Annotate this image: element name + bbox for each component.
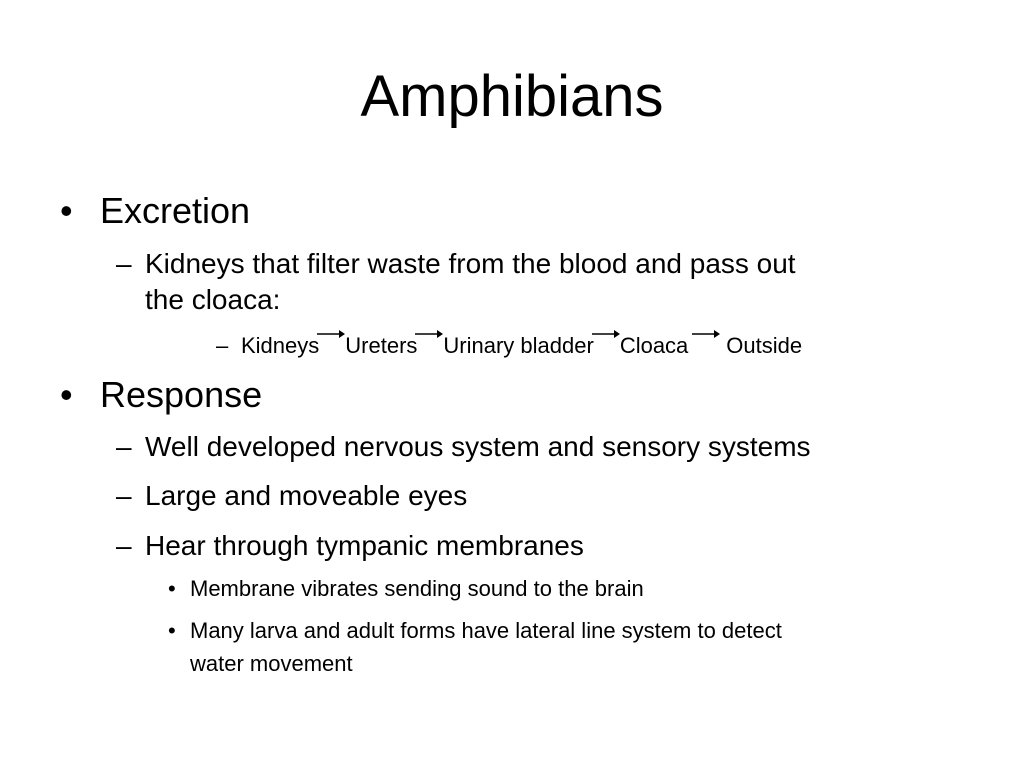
flow-step-kidneys: Kidneys [241, 333, 320, 358]
flow-step-urinary-bladder: Urinary bladder [443, 333, 594, 358]
hearing-subitem-lateral-line-line2: water movement [190, 651, 353, 676]
bullet-marker: • [168, 618, 176, 643]
hearing-subitem-membrane: Membrane vibrates sending sound to the brain [190, 576, 644, 601]
right-arrow-icon [692, 339, 720, 353]
excretion-item-line1: Kidneys that filter waste from the blood and pass out [145, 248, 796, 279]
response-item-hearing: Hear through tympanic membranes [145, 530, 584, 561]
hearing-subitem-lateral-line-line1: Many larva and adult forms have lateral line system to detect [190, 618, 782, 643]
right-arrow-icon [317, 339, 345, 353]
bullet-marker: • [60, 190, 73, 231]
response-item-nervous-system: Well developed nervous system and sensory systems [145, 431, 811, 462]
excretion-item-line2: the cloaca: [145, 284, 281, 315]
section-heading-response: Response [100, 374, 263, 415]
flow-step-ureters: Ureters [345, 333, 418, 358]
excretion-flow [241, 333, 802, 359]
dash-marker: – [116, 248, 132, 279]
bullet-marker: • [168, 576, 176, 601]
response-item-eyes: Large and moveable eyes [145, 480, 468, 511]
flow-step-outside: Outside [726, 333, 803, 358]
dash-marker: – [116, 530, 132, 561]
section-heading-excretion: Excretion [100, 190, 251, 231]
dash-marker: – [216, 333, 229, 358]
flow-step-cloaca: Cloaca [619, 333, 689, 358]
right-arrow-icon [592, 339, 620, 353]
dash-marker: – [116, 431, 132, 462]
bullet-marker: • [60, 374, 73, 415]
right-arrow-icon [415, 339, 443, 353]
slide-title: Amphibians [360, 64, 664, 129]
dash-marker: – [116, 480, 132, 511]
